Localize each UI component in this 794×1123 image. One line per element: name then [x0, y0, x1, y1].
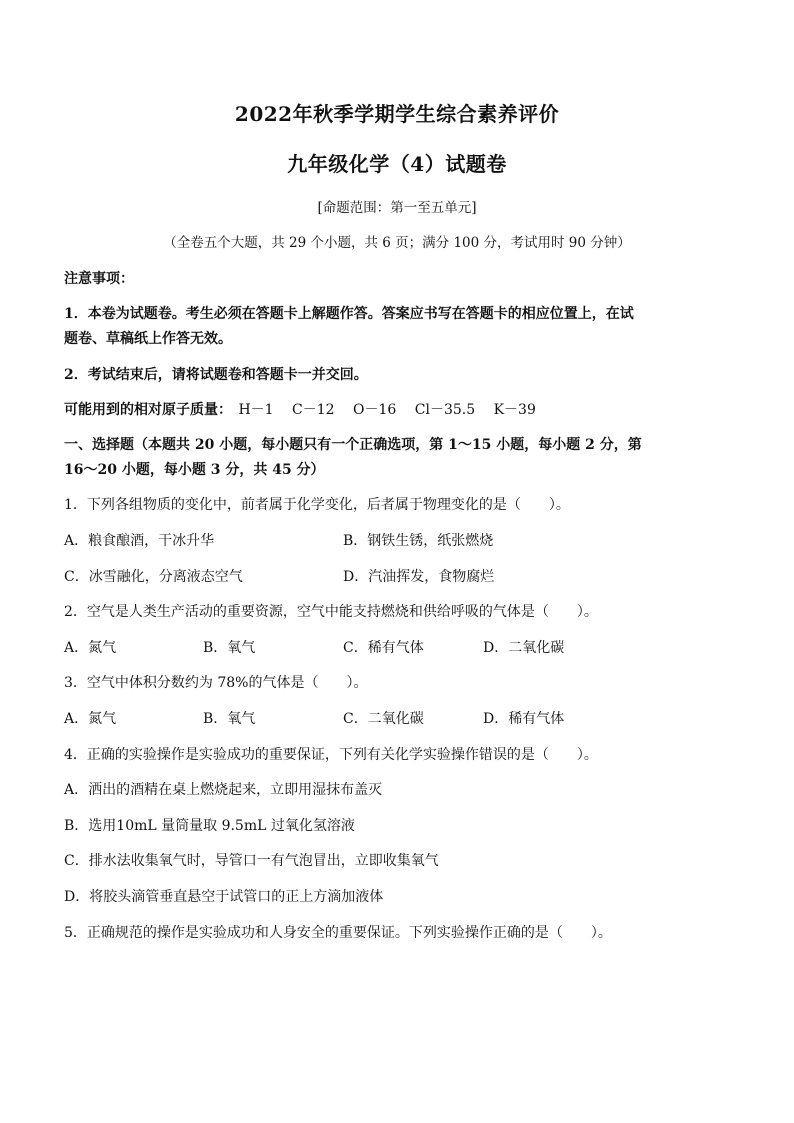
question-3-option-a: A．氮气 [64, 711, 117, 727]
question-4-stem: 4．正确的实验操作是实验成功的重要保证，下列有关化学实验操作错误的是（ ）。 [64, 747, 598, 763]
question-5-stem: 5．正确规范的操作是实验成功和人身安全的重要保证。下列实验操作正确的是（ ）。 [64, 925, 612, 941]
question-4-option-b: B．选用10mL 量筒量取 9.5mL 过氧化氢溶液 [64, 818, 355, 834]
question-2-option-a: A．氮气 [64, 640, 117, 656]
question-3-option-b: B．氧气 [203, 711, 256, 727]
question-1-option-b: B．钢铁生锈，纸张燃烧 [343, 533, 494, 549]
question-2-option-d: D．二氧化碳 [483, 640, 565, 656]
exam-info: （全卷五个大题，共 29 个小题，共 6 页；满分 100 分，考试用时 90 分钟） [163, 235, 631, 251]
question-2-stem: 2．空气是人类生产活动的重要资源，空气中能支持燃烧和供给呼吸的气体是（ ）。 [64, 604, 598, 620]
question-1-option-c: C．冰雪融化，分离液态空气 [64, 569, 243, 585]
question-1-option-a: A．粮食酿酒，干冰升华 [64, 533, 215, 549]
question-3-option-d: D．稀有气体 [483, 711, 565, 727]
section-1-heading-line-2: 16～20 小题，每小题 3 分，共 45 分） [64, 462, 325, 478]
note-1-line-2: 题卷、草稿纸上作答无效。 [64, 331, 232, 347]
question-4-option-a: A．洒出的酒精在桌上燃烧起来，立即用湿抹布盖灭 [64, 782, 383, 798]
question-1-stem: 1．下列各组物质的变化中，前者属于化学变化，后者属于物理变化的是（ ）。 [64, 497, 570, 513]
atomic-mass-cl: Cl－35.5 [414, 402, 476, 418]
question-4-option-c: C．排水法收集氧气时，导管口一有气泡冒出，立即收集氧气 [64, 853, 439, 869]
atomic-mass-h: H－1 [238, 402, 274, 418]
section-1-heading-line-1: 一、选择题（本题共 20 小题，每小题只有一个正确选项，第 1～15 小题，每小题 2 分，第 [64, 437, 642, 453]
atomic-mass-c: C－12 [292, 402, 335, 418]
atomic-mass-label: 可能用到的相对原子质量： [64, 402, 232, 418]
question-1-option-d: D．汽油挥发，食物腐烂 [343, 569, 495, 585]
question-4-option-d: D．将胶头滴管垂直悬空于试管口的正上方滴加液体 [64, 889, 384, 905]
question-2-option-b: B．氧气 [203, 640, 256, 656]
note-2: 2．考试结束后，请将试题卷和答题卡一并交回。 [64, 367, 368, 383]
notes-heading: 注意事项： [64, 271, 134, 287]
question-3-stem: 3．空气中体积分数约为 78%的气体是（ ）。 [64, 675, 368, 691]
exam-subtitle: 九年级化学（4）试题卷 [287, 152, 507, 176]
exam-scope: [命题范围：第一至五单元] [317, 200, 477, 216]
exam-title: 2022年秋季学期学生综合素养评价 [234, 102, 560, 126]
note-1-line-1: 1．本卷为试题卷。考生必须在答题卡上解题作答。答案应书写在答题卡的相应位置上，在试 [64, 306, 634, 322]
atomic-mass-o: O－16 [353, 402, 397, 418]
question-2-option-c: C．稀有气体 [343, 640, 424, 656]
atomic-mass-k: K－39 [493, 402, 536, 418]
question-3-option-c: C．二氧化碳 [343, 711, 424, 727]
atomic-mass-line [64, 399, 734, 419]
